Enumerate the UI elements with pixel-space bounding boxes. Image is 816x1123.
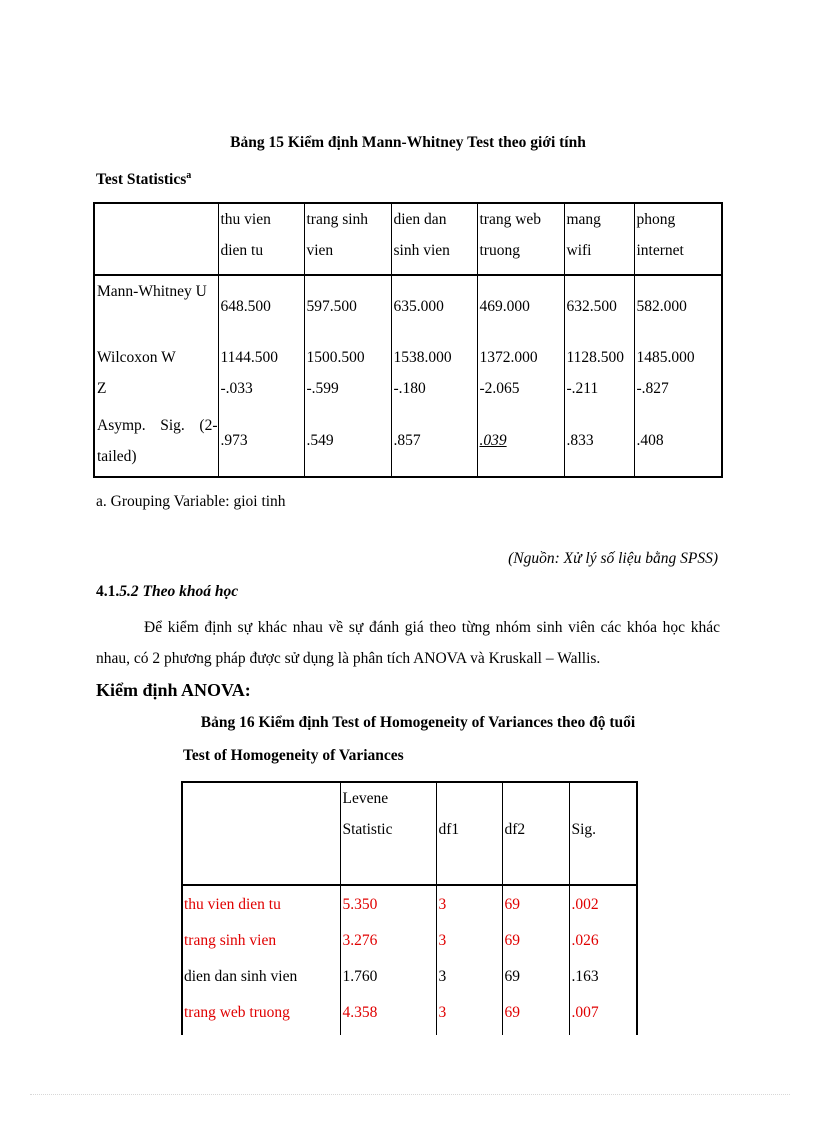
table16-title: Bảng 16 Kiểm định Test of Homogeneity of Variances theo độ tuổi	[200, 714, 636, 731]
cell: 1372.000	[477, 342, 564, 373]
cell: -2.065	[477, 373, 564, 404]
cell: 3.276	[340, 925, 436, 961]
cell: -.033	[218, 373, 304, 404]
cell: .026	[569, 925, 637, 961]
cell: 1485.000	[634, 342, 722, 373]
cell: 1128.500	[564, 342, 634, 373]
cell: .007	[569, 997, 637, 1035]
table-row	[94, 373, 722, 404]
column-header: thu vien dien tu	[218, 203, 304, 275]
table15-footnote: a. Grouping Variable: gioi tinh	[96, 493, 286, 510]
cell	[477, 404, 564, 477]
cell: 4.358	[340, 997, 436, 1035]
section-heading: 4.1.5.2 Theo khoá học	[96, 583, 239, 600]
cell: .408	[634, 404, 722, 477]
cell: 3	[436, 885, 502, 925]
table-row	[182, 925, 637, 961]
test-statistics-label: Test Statistics$^a$	[96, 170, 192, 189]
column-header: phong internet	[634, 203, 722, 275]
mann-whitney-table	[93, 202, 723, 478]
cell: 69	[502, 997, 569, 1035]
cell: -.180	[391, 373, 477, 404]
cell: 69	[502, 885, 569, 925]
row-label: Z	[97, 380, 107, 397]
table-header-row	[182, 782, 637, 885]
cell: 69	[502, 925, 569, 961]
cell: .857	[391, 404, 477, 477]
table-row	[94, 404, 722, 477]
significant-value: .039	[479, 432, 507, 449]
cell: .163	[569, 961, 637, 997]
table-row	[94, 275, 722, 342]
page-bottom-divider	[30, 1094, 790, 1095]
cell: .973	[218, 404, 304, 477]
column-header: Sig.	[569, 782, 637, 885]
cell: 1144.500	[218, 342, 304, 373]
column-header: mang wifi	[564, 203, 634, 275]
table-row	[94, 342, 722, 373]
column-header: Levene Statistic	[340, 782, 436, 885]
row-label: Mann-Whitney U	[97, 283, 207, 300]
corner-cell	[182, 782, 340, 885]
cell: 648.500	[218, 275, 304, 342]
cell: 597.500	[304, 275, 391, 342]
table-row	[182, 885, 637, 925]
row-label: trang sinh vien	[184, 932, 277, 949]
cell: 5.350	[340, 885, 436, 925]
homogeneity-label: Test of Homogeneity of Variances	[183, 747, 404, 764]
row-label: Asymp. Sig. (2-tailed)	[97, 417, 218, 465]
cell: 1.760	[340, 961, 436, 997]
cell: 1538.000	[391, 342, 477, 373]
source-note: (Nguồn: Xử lý số liệu bằng SPSS)	[508, 550, 718, 567]
cell: 632.500	[564, 275, 634, 342]
cell: 582.000	[634, 275, 722, 342]
cell: 3	[436, 961, 502, 997]
cell: 69	[502, 961, 569, 997]
cell: .549	[304, 404, 391, 477]
table-header-row	[94, 203, 722, 275]
cell: -.599	[304, 373, 391, 404]
cell: 1500.500	[304, 342, 391, 373]
row-label: trang web truong	[184, 1004, 290, 1021]
homogeneity-table	[181, 781, 638, 1035]
table-row	[182, 961, 637, 997]
row-label: dien dan sinh vien	[184, 968, 298, 985]
table-row	[182, 997, 637, 1035]
cell: -.211	[564, 373, 634, 404]
body-paragraph: Để kiểm định sự khác nhau về sự đánh giá theo từng nhóm sinh viên các khóa học khác nhau, có 2 phương pháp được sử dụng là phân tích ANOVA và Kruskall – Wallis.	[96, 619, 720, 667]
corner-cell	[94, 203, 218, 275]
column-header: df1	[436, 782, 502, 885]
column-header: trang web truong	[477, 203, 564, 275]
anova-heading: Kiểm định ANOVA:	[96, 680, 251, 700]
cell: 469.000	[477, 275, 564, 342]
cell: 3	[436, 925, 502, 961]
row-label: thu vien dien tu	[184, 896, 281, 913]
row-label: Wilcoxon W	[97, 349, 176, 366]
table15-title: Bảng 15 Kiểm định Mann-Whitney Test theo giới tính	[230, 134, 586, 151]
cell: .833	[564, 404, 634, 477]
cell: .002	[569, 885, 637, 925]
column-header: trang sinh vien	[304, 203, 391, 275]
cell: 3	[436, 997, 502, 1035]
cell: -.827	[634, 373, 722, 404]
column-header: dien dan sinh vien	[391, 203, 477, 275]
column-header: df2	[502, 782, 569, 885]
cell: 635.000	[391, 275, 477, 342]
